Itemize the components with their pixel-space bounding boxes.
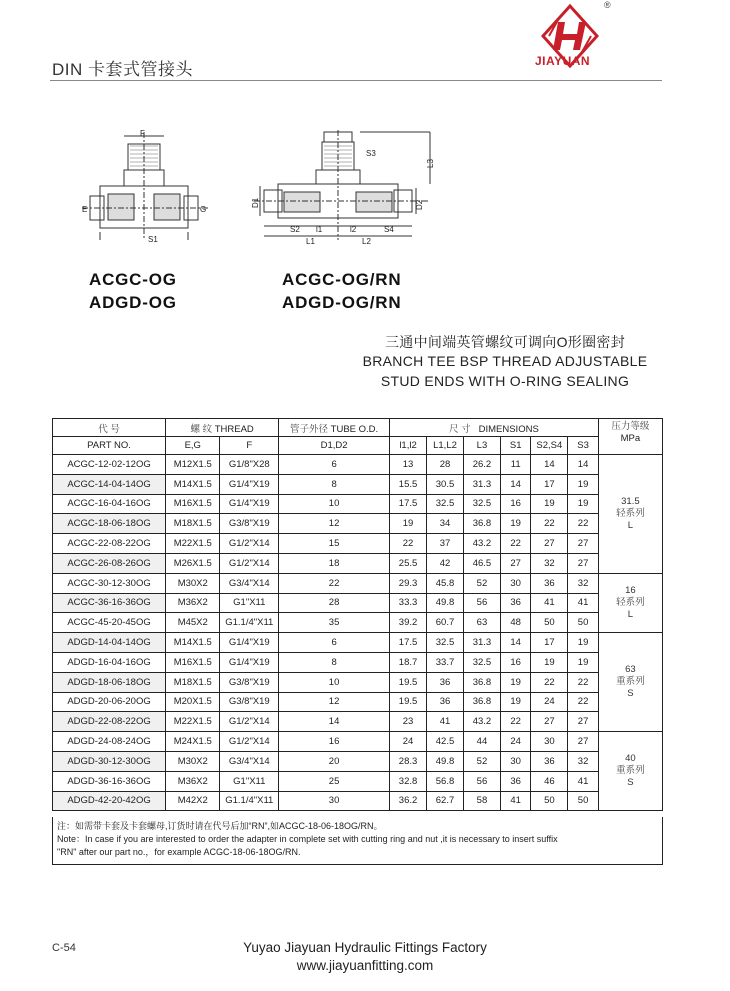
cell-s3: 19 — [568, 494, 598, 514]
cell-f: G1/2"X14 — [220, 534, 279, 554]
cell-part: ACGC-36-16-36OG — [53, 593, 166, 613]
pressure-group — [598, 455, 662, 574]
pressure-cls: L — [627, 608, 634, 620]
cell-s24: 36 — [531, 751, 568, 771]
cell-s24: 41 — [531, 593, 568, 613]
cell-s3: 41 — [568, 771, 598, 791]
cell-ll: 36 — [427, 672, 464, 692]
cell-f: G1.1/4"X11 — [220, 791, 279, 811]
cell-s1: 41 — [500, 791, 530, 811]
cell-f: G1/4"X19 — [220, 494, 279, 514]
cell-f: G1/2"X14 — [220, 553, 279, 573]
cell-d: 8 — [279, 474, 390, 494]
cell-s1: 36 — [500, 771, 530, 791]
cell-s24: 36 — [531, 573, 568, 593]
model-adgd-og: ADGD-OG — [89, 293, 177, 312]
notes — [52, 817, 663, 865]
cell-s1: 22 — [500, 534, 530, 554]
cell-d: 12 — [279, 692, 390, 712]
cell-part: ACGC-26-08-26OG — [53, 553, 166, 573]
cell-l: 33.3 — [390, 593, 427, 613]
cell-s24: 14 — [531, 455, 568, 475]
cell-l3: 31.3 — [463, 633, 500, 653]
cell-l3: 52 — [463, 751, 500, 771]
cell-f: G3/8"X19 — [220, 692, 279, 712]
cell-l3: 43.2 — [463, 712, 500, 732]
cell-ll: 42.5 — [427, 732, 464, 752]
cell-s3: 22 — [568, 514, 598, 534]
cell-ll: 62.7 — [427, 791, 464, 811]
cell-s1: 30 — [500, 751, 530, 771]
cell-s3: 32 — [568, 573, 598, 593]
cell-eg: M26X1.5 — [166, 553, 220, 573]
header-eg: E,G — [166, 437, 220, 455]
cell-s3: 19 — [568, 652, 598, 672]
pressure-group — [598, 633, 662, 732]
cell-d: 6 — [279, 455, 390, 475]
table-row — [53, 751, 663, 771]
header-s24: S2,S4 — [531, 437, 568, 455]
cell-f: G3/8"X19 — [220, 514, 279, 534]
table-row — [53, 514, 663, 534]
cell-part: ADGD-14-04-14OG — [53, 633, 166, 653]
cell-l: 36.2 — [390, 791, 427, 811]
table-row — [53, 553, 663, 573]
cell-eg: M16X1.5 — [166, 652, 220, 672]
cell-l: 25.5 — [390, 553, 427, 573]
header-d: D1,D2 — [279, 437, 390, 455]
cell-l: 32.8 — [390, 771, 427, 791]
header-code-cn: 代 号 — [53, 419, 166, 437]
cell-ll: 30.5 — [427, 474, 464, 494]
cell-s24: 17 — [531, 474, 568, 494]
cell-s3: 27 — [568, 732, 598, 752]
cell-l3: 56 — [463, 771, 500, 791]
table-row — [53, 613, 663, 633]
cell-f: G3/4"X14 — [220, 573, 279, 593]
cell-l: 39.2 — [390, 613, 427, 633]
header-l3: L3 — [463, 437, 500, 455]
footer-company: Yuyao Jiayuan Hydraulic Fittings Factory — [243, 940, 487, 955]
label-G: G — [200, 205, 207, 214]
cell-s24: 19 — [531, 652, 568, 672]
footer-url[interactable]: www.jiayuanfitting.com — [296, 958, 434, 973]
cell-s1: 48 — [500, 613, 530, 633]
cell-f: G1/4"X19 — [220, 652, 279, 672]
cell-l: 17.5 — [390, 494, 427, 514]
cell-s3: 27 — [568, 712, 598, 732]
cell-f: G1/2"X14 — [220, 712, 279, 732]
cell-d: 14 — [279, 712, 390, 732]
cell-l: 29.3 — [390, 573, 427, 593]
table-row — [53, 573, 663, 593]
label-L3: L3 — [426, 159, 435, 168]
cell-s3: 19 — [568, 474, 598, 494]
cell-l3: 36.8 — [463, 514, 500, 534]
cell-eg: M22X1.5 — [166, 712, 220, 732]
cell-l3: 31.3 — [463, 474, 500, 494]
drawing-right — [250, 128, 440, 248]
model-names-left — [89, 268, 177, 314]
cell-l3: 58 — [463, 791, 500, 811]
cell-s24: 50 — [531, 791, 568, 811]
label-L2: L2 — [362, 237, 371, 246]
cell-d: 8 — [279, 652, 390, 672]
cell-d: 10 — [279, 672, 390, 692]
cell-s24: 50 — [531, 613, 568, 633]
cell-s1: 30 — [500, 573, 530, 593]
table-row — [53, 455, 663, 475]
cell-ll: 49.8 — [427, 593, 464, 613]
cell-l: 18.7 — [390, 652, 427, 672]
cell-d: 16 — [279, 732, 390, 752]
cell-s3: 27 — [568, 553, 598, 573]
cell-eg: M14X1.5 — [166, 633, 220, 653]
cell-part: ADGD-42-20-42OG — [53, 791, 166, 811]
pressure-value: 16 — [625, 584, 636, 596]
cell-eg: M36X2 — [166, 593, 220, 613]
table-header-row-1 — [53, 419, 663, 437]
cell-eg: M30X2 — [166, 751, 220, 771]
label-S3: S3 — [366, 149, 376, 158]
page-number: C-54 — [52, 942, 76, 954]
cell-l: 19.5 — [390, 692, 427, 712]
cell-d: 10 — [279, 494, 390, 514]
cell-s24: 32 — [531, 553, 568, 573]
label-F: F — [140, 129, 145, 138]
pressure-cn1: 重系列 — [616, 765, 645, 777]
cell-ll: 60.7 — [427, 613, 464, 633]
cell-s24: 17 — [531, 633, 568, 653]
cell-f: G1.1/4"X11 — [220, 613, 279, 633]
cell-eg: M45X2 — [166, 613, 220, 633]
pressure-value: 31.5 — [621, 495, 640, 507]
cell-ll: 36 — [427, 692, 464, 712]
cell-ll: 56.8 — [427, 771, 464, 791]
cell-eg: M18X1.5 — [166, 514, 220, 534]
cell-s1: 36 — [500, 593, 530, 613]
cell-s3: 50 — [568, 613, 598, 633]
table-row — [53, 692, 663, 712]
label-D1: D1 — [251, 197, 260, 208]
cell-f: G1/4"X19 — [220, 474, 279, 494]
cell-s3: 27 — [568, 534, 598, 554]
cell-part: ACGC-22-08-22OG — [53, 534, 166, 554]
label-S2: S2 — [290, 225, 300, 234]
table-row — [53, 593, 663, 613]
cell-s24: 46 — [531, 771, 568, 791]
cell-eg: M20X1.5 — [166, 692, 220, 712]
table-header-row-2 — [53, 437, 663, 455]
cell-ll: 32.5 — [427, 633, 464, 653]
cell-eg: M30X2 — [166, 573, 220, 593]
cell-f: G1/8"X28 — [220, 455, 279, 475]
cell-part: ADGD-36-16-36OG — [53, 771, 166, 791]
note-en-2: "RN" after our part no.，for example ACGC-18-06-18OG/RN. — [57, 847, 301, 857]
description-en-1: BRANCH TEE BSP THREAD ADJUSTABLE — [362, 353, 648, 369]
cell-l: 24 — [390, 732, 427, 752]
table-row — [53, 652, 663, 672]
cell-f: G1"X11 — [220, 593, 279, 613]
pressure-cls: S — [627, 688, 634, 700]
cell-d: 15 — [279, 534, 390, 554]
pressure-cls: L — [627, 519, 634, 531]
cell-s24: 30 — [531, 732, 568, 752]
cell-l3: 43.2 — [463, 534, 500, 554]
cell-s1: 22 — [500, 712, 530, 732]
cell-s1: 19 — [500, 672, 530, 692]
table-row — [53, 672, 663, 692]
label-l2: l2 — [350, 225, 357, 234]
description-en-2: STUD ENDS WITH O-RING SEALING — [380, 373, 630, 389]
table-row — [53, 633, 663, 653]
cell-l: 15.5 — [390, 474, 427, 494]
cell-part: ADGD-20-06-20OG — [53, 692, 166, 712]
header-s1: S1 — [500, 437, 530, 455]
cell-l3: 26.2 — [463, 455, 500, 475]
pressure-cn1: 重系列 — [616, 676, 645, 688]
header-s3: S3 — [568, 437, 598, 455]
cell-l: 19 — [390, 514, 427, 534]
cell-part: ACGC-14-04-14OG — [53, 474, 166, 494]
cell-s1: 27 — [500, 553, 530, 573]
cell-eg: M22X1.5 — [166, 534, 220, 554]
label-S4: S4 — [384, 225, 394, 234]
cell-l3: 46.5 — [463, 553, 500, 573]
cell-s3: 41 — [568, 593, 598, 613]
cell-d: 28 — [279, 593, 390, 613]
table-row — [53, 534, 663, 554]
cell-l: 23 — [390, 712, 427, 732]
model-adgd-og-rn: ADGD-OG/RN — [282, 293, 402, 312]
cell-eg: M12X1.5 — [166, 455, 220, 475]
label-D2: D2 — [415, 199, 424, 210]
table-row — [53, 732, 663, 752]
brand-name: JIAYUAN — [535, 54, 591, 68]
cell-eg: M14X1.5 — [166, 474, 220, 494]
cell-l: 17.5 — [390, 633, 427, 653]
cell-s3: 32 — [568, 751, 598, 771]
cell-eg: M24X1.5 — [166, 732, 220, 752]
cell-part: ACGC-12-02-12OG — [53, 455, 166, 475]
note-en-1: Note：In case if you are interested to order the adapter in complete set with cutting ring and nut ,it is necessary to insert suffix — [57, 834, 558, 844]
header-l: l1,l2 — [390, 437, 427, 455]
header-pressure: 压力等级 MPa — [598, 419, 662, 455]
spec-table — [52, 418, 663, 811]
cell-l3: 44 — [463, 732, 500, 752]
cell-part: ACGC-16-04-16OG — [53, 494, 166, 514]
header-rule — [50, 80, 662, 81]
cell-ll: 32.5 — [427, 494, 464, 514]
cell-ll: 45.8 — [427, 573, 464, 593]
cell-s1: 19 — [500, 514, 530, 534]
cell-d: 6 — [279, 633, 390, 653]
cell-eg: M16X1.5 — [166, 494, 220, 514]
model-acgc-og-rn: ACGC-OG/RN — [282, 270, 402, 289]
cell-f: G1/4"X19 — [220, 633, 279, 653]
cell-d: 18 — [279, 553, 390, 573]
cell-d: 20 — [279, 751, 390, 771]
cell-s3: 50 — [568, 791, 598, 811]
cell-l3: 32.5 — [463, 494, 500, 514]
cell-eg: M18X1.5 — [166, 672, 220, 692]
table-row — [53, 474, 663, 494]
cell-s24: 27 — [531, 534, 568, 554]
table-row — [53, 712, 663, 732]
cell-s3: 22 — [568, 692, 598, 712]
cell-s3: 14 — [568, 455, 598, 475]
cell-ll: 37 — [427, 534, 464, 554]
header-ll: L1,L2 — [427, 437, 464, 455]
cell-s1: 14 — [500, 474, 530, 494]
cell-l3: 56 — [463, 593, 500, 613]
cell-part: ACGC-18-06-18OG — [53, 514, 166, 534]
cell-l3: 32.5 — [463, 652, 500, 672]
page-title: DIN 卡套式管接头 — [52, 60, 193, 79]
cell-s1: 11 — [500, 455, 530, 475]
cell-l3: 36.8 — [463, 672, 500, 692]
cell-f: G1/2"X14 — [220, 732, 279, 752]
cell-s3: 19 — [568, 633, 598, 653]
cell-s1: 19 — [500, 692, 530, 712]
registered-mark: ® — [604, 0, 611, 10]
header-f: F — [220, 437, 279, 455]
cell-d: 25 — [279, 771, 390, 791]
pressure-value: 40 — [625, 753, 636, 765]
cell-part: ADGD-24-08-24OG — [53, 732, 166, 752]
cell-ll: 33.7 — [427, 652, 464, 672]
cell-s24: 19 — [531, 494, 568, 514]
cell-d: 35 — [279, 613, 390, 633]
table-row — [53, 494, 663, 514]
cell-l: 22 — [390, 534, 427, 554]
cell-f: G3/8"X19 — [220, 672, 279, 692]
cell-eg: M36X2 — [166, 771, 220, 791]
note-cn: 注：如需带卡套及卡套螺母,订货时请在代号后加“RN”,如ACGC-18-06-18OG/RN。 — [57, 821, 383, 831]
cell-l: 28.3 — [390, 751, 427, 771]
label-S1: S1 — [148, 235, 158, 244]
cell-s24: 22 — [531, 672, 568, 692]
pressure-cn1: 轻系列 — [616, 507, 645, 519]
cell-ll: 41 — [427, 712, 464, 732]
cell-l: 19.5 — [390, 672, 427, 692]
cell-ll: 42 — [427, 553, 464, 573]
drawing-left — [80, 128, 210, 248]
table-row — [53, 791, 663, 811]
description-cn: 三通中间端英管螺纹可调向O形圈密封 — [385, 334, 625, 350]
header-part-no: PART NO. — [53, 437, 166, 455]
cell-s24: 27 — [531, 712, 568, 732]
pressure-cn1: 轻系列 — [616, 596, 645, 608]
cell-l3: 36.8 — [463, 692, 500, 712]
cell-d: 12 — [279, 514, 390, 534]
cell-part: ADGD-16-04-16OG — [53, 652, 166, 672]
pressure-cls: S — [627, 777, 634, 789]
model-names-right — [282, 268, 401, 314]
cell-ll: 28 — [427, 455, 464, 475]
cell-part: ADGD-30-12-30OG — [53, 751, 166, 771]
cell-l3: 52 — [463, 573, 500, 593]
cell-s1: 14 — [500, 633, 530, 653]
header-tube: 管子外径 TUBE O.D. — [279, 419, 390, 437]
cell-part: ADGD-22-08-22OG — [53, 712, 166, 732]
cell-d: 30 — [279, 791, 390, 811]
cell-s1: 16 — [500, 494, 530, 514]
cell-s24: 24 — [531, 692, 568, 712]
cell-s1: 24 — [500, 732, 530, 752]
cell-s24: 22 — [531, 514, 568, 534]
model-acgc-og: ACGC-OG — [89, 270, 177, 289]
table-row — [53, 771, 663, 791]
cell-ll: 34 — [427, 514, 464, 534]
cell-s3: 22 — [568, 672, 598, 692]
label-l1: l1 — [316, 225, 323, 234]
cell-part: ACGC-45-20-45OG — [53, 613, 166, 633]
cell-ll: 49.8 — [427, 751, 464, 771]
cell-part: ACGC-30-12-30OG — [53, 573, 166, 593]
label-L1: L1 — [306, 237, 315, 246]
pressure-group — [598, 573, 662, 632]
cell-f: G3/4"X14 — [220, 751, 279, 771]
cell-l3: 63 — [463, 613, 500, 633]
header-thread: 螺 纹 THREAD — [166, 419, 279, 437]
cell-l: 13 — [390, 455, 427, 475]
pressure-group — [598, 732, 662, 811]
label-E: E — [82, 205, 88, 214]
cell-part: ADGD-18-06-18OG — [53, 672, 166, 692]
header-dimensions: 尺 寸 DIMENSIONS — [390, 419, 599, 437]
cell-d: 22 — [279, 573, 390, 593]
cell-eg: M42X2 — [166, 791, 220, 811]
pressure-value: 63 — [625, 664, 636, 676]
cell-s1: 16 — [500, 652, 530, 672]
cell-f: G1"X11 — [220, 771, 279, 791]
